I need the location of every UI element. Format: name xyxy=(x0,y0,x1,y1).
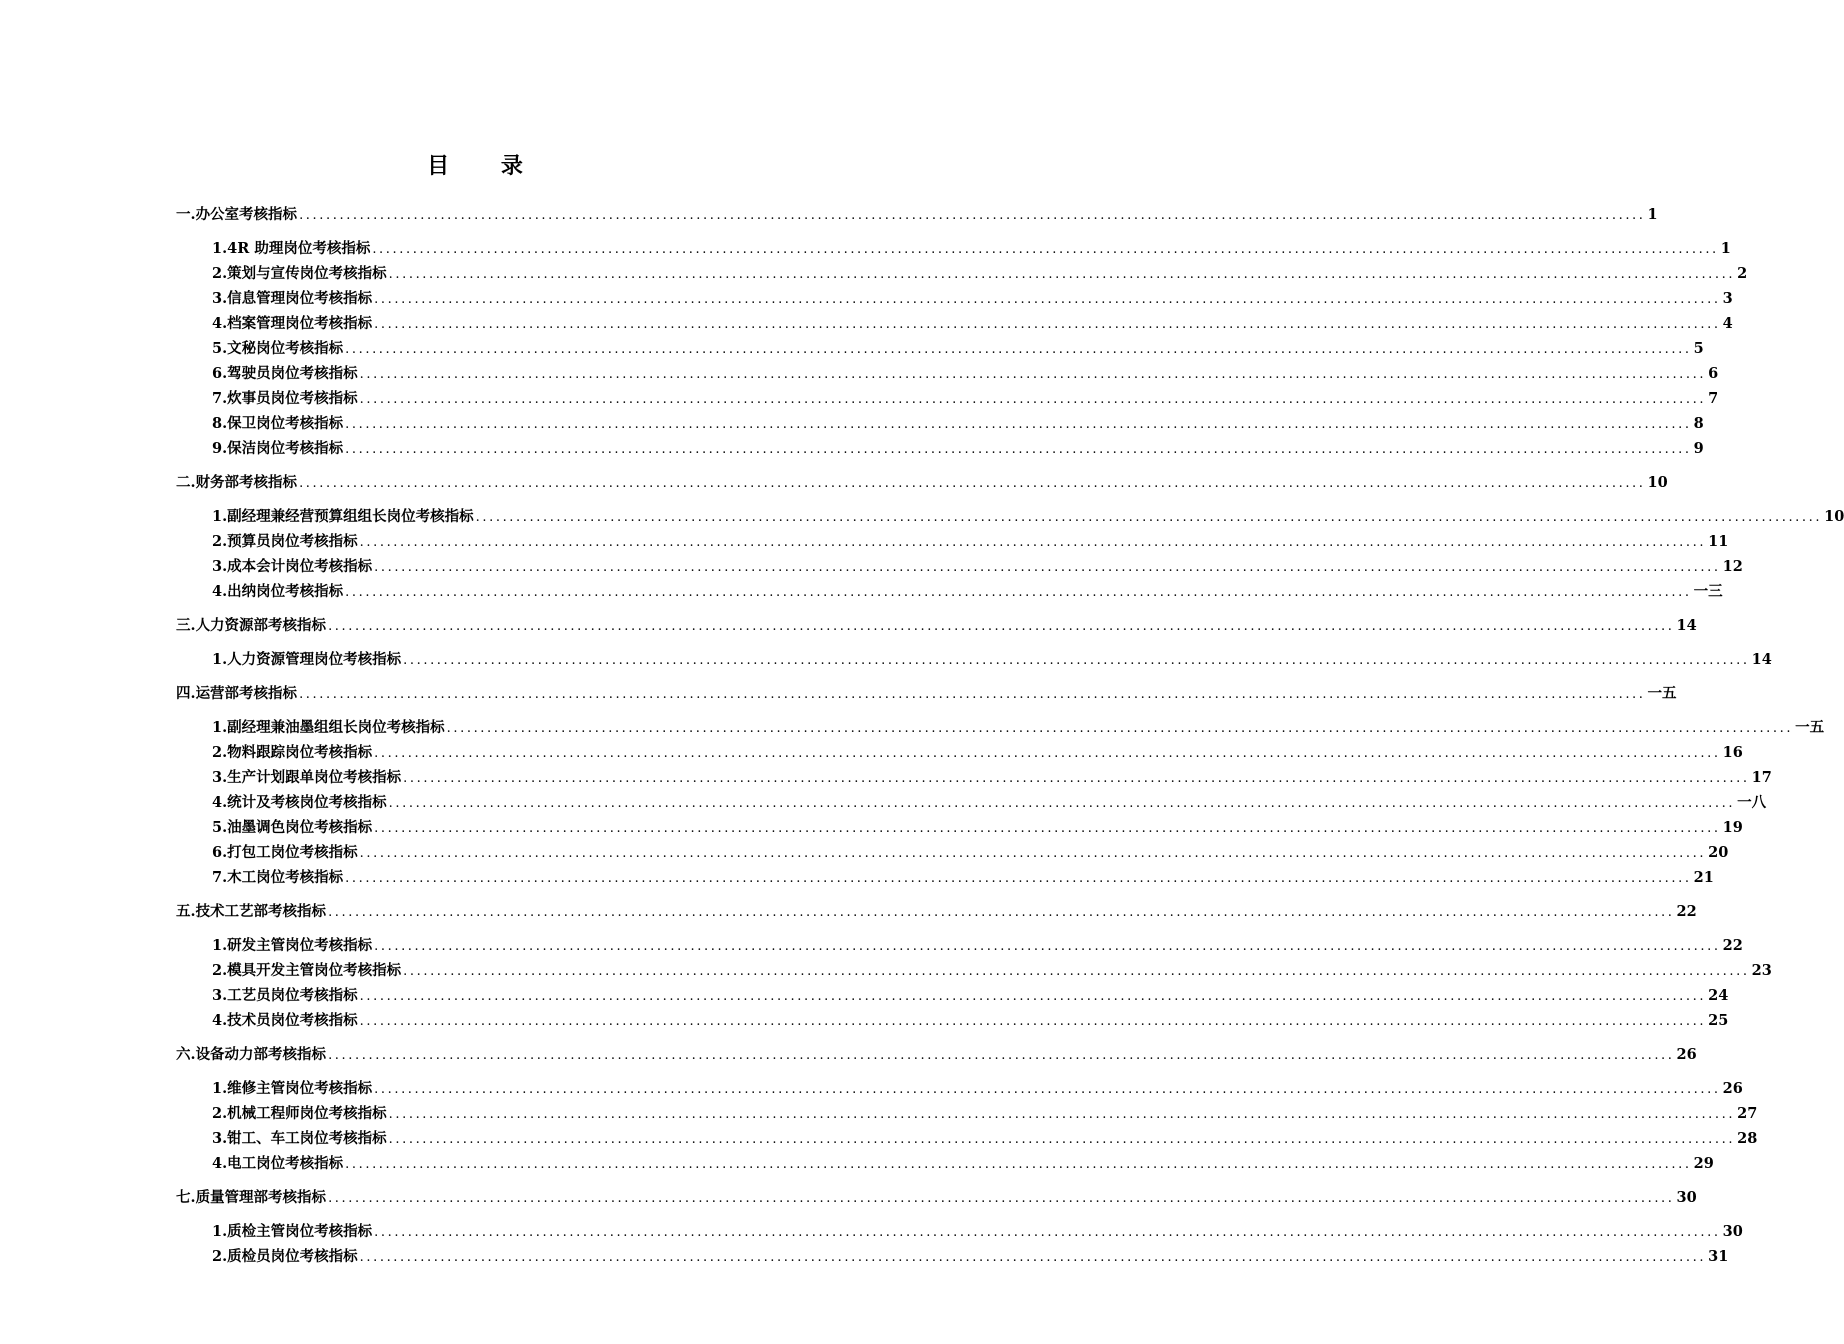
toc-entry-page-number: 11 xyxy=(1708,533,1729,550)
toc-entry-page-number: 2 xyxy=(1737,265,1748,282)
toc-entry-number: 6. xyxy=(212,365,228,382)
toc-entry-page-number: 22 xyxy=(1676,903,1697,920)
toc-entry-title: 木工岗位考核指标 xyxy=(227,869,344,886)
toc-entry-page-number: 29 xyxy=(1693,1155,1714,1172)
toc-subsection-entry[interactable] xyxy=(176,647,1772,672)
toc-entry-number: 1. xyxy=(212,508,228,525)
toc-entry-number: 5. xyxy=(212,340,228,357)
toc-entry-number: 五. xyxy=(176,903,196,920)
toc-entry-number: 4. xyxy=(212,794,228,811)
toc-subsection-entry[interactable] xyxy=(176,815,1743,840)
toc-entry-title: 人力资源管理岗位考核指标 xyxy=(227,651,402,668)
toc-entry-number: 3. xyxy=(212,558,228,575)
dot-leader: ........................................................................................................................................................................................................ xyxy=(388,796,1736,811)
toc-subsection-entry[interactable] xyxy=(176,1076,1743,1101)
toc-entry-number: 1. xyxy=(212,1223,228,1240)
toc-entry-page-number: 7 xyxy=(1708,390,1719,407)
toc-entry-page-number: 3 xyxy=(1722,290,1733,307)
toc-subsection-entry[interactable] xyxy=(176,933,1743,958)
toc-entry-number: 4. xyxy=(212,315,228,332)
toc-entry-page-number: 19 xyxy=(1722,819,1743,836)
toc-entry-page-number: 22 xyxy=(1722,937,1743,954)
toc-entry-title: 统计及考核岗位考核指标 xyxy=(227,794,387,811)
toc-entry-title: 质检主管岗位考核指标 xyxy=(227,1223,373,1240)
dot-leader: ........................................................................................................................................................................................................ xyxy=(345,585,1692,600)
dot-leader: ........................................................................................................................................................................................................ xyxy=(359,846,1707,861)
toc-entry-number: 一. xyxy=(176,206,196,223)
toc-entry-title: 出纳岗位考核指标 xyxy=(227,583,344,600)
toc-entry-page-number: 一八 xyxy=(1737,794,1767,811)
toc-entry-page-number: 1 xyxy=(1720,240,1731,257)
toc-entry-title: 档案管理岗位考核指标 xyxy=(227,315,373,332)
toc-section-entry[interactable] xyxy=(176,202,1658,227)
dot-leader: ........................................................................................................................................................................................................ xyxy=(475,510,1823,525)
toc-entry-number: 3. xyxy=(212,769,228,786)
toc-entry-number: 4. xyxy=(212,583,228,600)
toc-entry-number: 1. xyxy=(212,937,228,954)
dot-leader: ........................................................................................................................................................................................................ xyxy=(299,208,1646,223)
toc-entry-title: 维修主管岗位考核指标 xyxy=(227,1080,373,1097)
toc-entry-title: 技术工艺部考核指标 xyxy=(195,903,327,920)
toc-section-entry[interactable] xyxy=(176,899,1697,924)
toc-section-entry[interactable] xyxy=(176,470,1668,495)
toc-entry-page-number: 10 xyxy=(1647,474,1668,491)
toc-entry-title: 驾驶员岗位考核指标 xyxy=(227,365,358,382)
dot-leader: ........................................................................................................................................................................................................ xyxy=(359,392,1707,407)
toc-entry-title: 研发主管岗位考核指标 xyxy=(227,937,373,954)
toc-entry-title: 质检员岗位考核指标 xyxy=(227,1248,358,1265)
toc-entry-page-number: 6 xyxy=(1708,365,1719,382)
toc-entry-number: 2. xyxy=(212,1248,228,1265)
toc-entry-title: 电工岗位考核指标 xyxy=(227,1155,344,1172)
toc-entry-title: 设备动力部考核指标 xyxy=(195,1046,327,1063)
dot-leader: ........................................................................................................................................................................................................ xyxy=(345,342,1692,357)
dot-leader: ........................................................................................................................................................................................................ xyxy=(345,442,1692,457)
dot-leader: ........................................................................................................................................................................................................ xyxy=(359,989,1707,1004)
toc-entry-number: 6. xyxy=(212,844,228,861)
dot-leader: ........................................................................................................................................................................................................ xyxy=(328,619,1675,634)
toc-entry-page-number: 31 xyxy=(1708,1248,1729,1265)
toc-entry-title: 模具开发主管岗位考核指标 xyxy=(227,962,402,979)
toc-entry-page-number: 26 xyxy=(1722,1080,1743,1097)
toc-entry-title: 机械工程师岗位考核指标 xyxy=(227,1105,387,1122)
dot-leader: ........................................................................................................................................................................................................ xyxy=(403,653,1750,668)
toc-entry-number: 2. xyxy=(212,962,228,979)
toc-entry-page-number: 10 xyxy=(1824,508,1844,525)
toc-subsection-entry[interactable] xyxy=(176,1101,1758,1126)
toc-subsection-entry[interactable] xyxy=(176,765,1772,790)
toc-entry-page-number: 30 xyxy=(1722,1223,1743,1240)
dot-leader: ........................................................................................................................................................................................................ xyxy=(374,560,1721,575)
toc-entry-page-number: 24 xyxy=(1708,987,1729,1004)
toc-entry-number: 7. xyxy=(212,390,228,407)
toc-entry-page-number: 一五 xyxy=(1647,685,1677,702)
toc-entry-title: 文秘岗位考核指标 xyxy=(227,340,344,357)
toc-entry-title: 保卫岗位考核指标 xyxy=(227,415,344,432)
toc-entry-title: 人力资源部考核指标 xyxy=(195,617,327,634)
toc-entry-title: 技术员岗位考核指标 xyxy=(227,1012,358,1029)
dot-leader: ........................................................................................................................................................................................................ xyxy=(374,939,1721,954)
dot-leader: ........................................................................................................................................................................................................ xyxy=(345,871,1692,886)
toc-subsection-entry[interactable] xyxy=(176,361,1719,386)
toc-entry-page-number: 14 xyxy=(1676,617,1697,634)
toc-entry-number: 二. xyxy=(176,474,196,491)
toc-entry-title: 策划与宣传岗位考核指标 xyxy=(227,265,387,282)
toc-subsection-entry[interactable] xyxy=(176,336,1704,361)
toc-entry-number: 9. xyxy=(212,440,228,457)
toc-entry-title: 保洁岗位考核指标 xyxy=(227,440,344,457)
toc-entry-title: 副经理兼油墨组组长岗位考核指标 xyxy=(227,719,445,736)
dot-leader: ........................................................................................................................................................................................................ xyxy=(359,1250,1707,1265)
toc-entry-title: 4R 助理岗位考核指标 xyxy=(227,240,371,257)
toc-subsection-entry[interactable] xyxy=(176,261,1748,286)
toc-subsection-entry[interactable] xyxy=(176,958,1772,983)
toc-subsection-entry[interactable] xyxy=(176,504,1844,529)
dot-leader: ........................................................................................................................................................................................................ xyxy=(345,1157,1692,1172)
dot-leader: ........................................................................................................................................................................................................ xyxy=(328,1191,1675,1206)
dot-leader: ........................................................................................................................................................................................................ xyxy=(328,905,1675,920)
toc-entry-page-number: 一三 xyxy=(1693,583,1723,600)
toc-entry-page-number: 26 xyxy=(1676,1046,1697,1063)
toc-entry-page-number: 21 xyxy=(1693,869,1714,886)
toc-subsection-entry[interactable] xyxy=(176,311,1733,336)
toc-entry-number: 2. xyxy=(212,265,228,282)
toc-subsection-entry[interactable] xyxy=(176,715,1825,740)
dot-leader: ........................................................................................................................................................................................................ xyxy=(388,1107,1736,1122)
toc-entry-page-number: 25 xyxy=(1708,1012,1729,1029)
dot-leader: ........................................................................................................................................................................................................ xyxy=(374,317,1721,332)
toc-entry-title: 钳工、车工岗位考核指标 xyxy=(227,1130,387,1147)
toc-entry-page-number: 30 xyxy=(1676,1189,1697,1206)
toc-entry-page-number: 20 xyxy=(1708,844,1729,861)
table-of-contents xyxy=(176,202,1844,1269)
toc-entry-number: 1. xyxy=(212,1080,228,1097)
toc-entry-title: 工艺员岗位考核指标 xyxy=(227,987,358,1004)
dot-leader: ........................................................................................................................................................................................................ xyxy=(403,964,1750,979)
toc-entry-title: 炊事员岗位考核指标 xyxy=(227,390,358,407)
dot-leader: ........................................................................................................................................................................................................ xyxy=(374,1082,1721,1097)
toc-subsection-entry[interactable] xyxy=(176,865,1714,890)
toc-subsection-entry[interactable] xyxy=(176,579,1723,604)
toc-subsection-entry[interactable] xyxy=(176,286,1733,311)
dot-leader: ........................................................................................................................................................................................................ xyxy=(359,1014,1707,1029)
toc-entry-number: 5. xyxy=(212,819,228,836)
toc-entry-page-number: 23 xyxy=(1751,962,1772,979)
toc-subsection-entry[interactable] xyxy=(176,1151,1714,1176)
toc-entry-number: 7. xyxy=(212,869,228,886)
toc-entry-number: 4. xyxy=(212,1012,228,1029)
toc-entry-page-number: 1 xyxy=(1647,206,1658,223)
toc-entry-page-number: 27 xyxy=(1737,1105,1758,1122)
toc-entry-number: 3. xyxy=(212,987,228,1004)
toc-entry-title: 生产计划跟单岗位考核指标 xyxy=(227,769,402,786)
dot-leader: ........................................................................................................................................................................................................ xyxy=(372,242,1719,257)
dot-leader: ........................................................................................................................................................................................................ xyxy=(388,1132,1736,1147)
toc-entry-page-number: 4 xyxy=(1722,315,1733,332)
toc-entry-number: 六. xyxy=(176,1046,196,1063)
toc-section-entry[interactable] xyxy=(176,1042,1697,1067)
toc-subsection-entry[interactable] xyxy=(176,436,1704,461)
toc-subsection-entry[interactable] xyxy=(176,1126,1758,1151)
toc-entry-title: 成本会计岗位考核指标 xyxy=(227,558,373,575)
toc-subsection-entry[interactable] xyxy=(176,1219,1743,1244)
dot-leader: ........................................................................................................................................................................................................ xyxy=(374,1225,1721,1240)
toc-entry-page-number: 12 xyxy=(1722,558,1743,575)
toc-entry-page-number: 8 xyxy=(1693,415,1704,432)
toc-entry-number: 七. xyxy=(176,1189,196,1206)
toc-section-entry[interactable] xyxy=(176,613,1697,638)
dot-leader: ........................................................................................................................................................................................................ xyxy=(328,1048,1675,1063)
toc-entry-title: 油墨调色岗位考核指标 xyxy=(227,819,373,836)
dot-leader: ........................................................................................................................................................................................................ xyxy=(299,476,1646,491)
toc-entry-number: 1. xyxy=(212,240,228,257)
toc-entry-title: 打包工岗位考核指标 xyxy=(227,844,358,861)
toc-entry-page-number: 14 xyxy=(1751,651,1772,668)
toc-entry-page-number: 9 xyxy=(1693,440,1704,457)
dot-leader: ........................................................................................................................................................................................................ xyxy=(299,687,1646,702)
toc-entry-title: 质量管理部考核指标 xyxy=(195,1189,327,1206)
toc-subsection-entry[interactable] xyxy=(176,386,1719,411)
dot-leader: ........................................................................................................................................................................................................ xyxy=(374,292,1721,307)
toc-entry-number: 四. xyxy=(176,685,196,702)
toc-entry-title: 办公室考核指标 xyxy=(195,206,298,223)
toc-subsection-entry[interactable] xyxy=(176,983,1729,1008)
toc-subsection-entry[interactable] xyxy=(176,1008,1729,1033)
toc-entry-number: 2. xyxy=(212,1105,228,1122)
toc-subsection-entry[interactable] xyxy=(176,236,1731,261)
toc-entry-number: 2. xyxy=(212,744,228,761)
toc-subsection-entry[interactable] xyxy=(176,529,1729,554)
dot-leader: ........................................................................................................................................................................................................ xyxy=(446,721,1794,736)
toc-entry-page-number: 17 xyxy=(1751,769,1772,786)
toc-entry-number: 1. xyxy=(212,651,228,668)
dot-leader: ........................................................................................................................................................................................................ xyxy=(359,535,1707,550)
toc-entry-page-number: 一五 xyxy=(1795,719,1825,736)
toc-subsection-entry[interactable] xyxy=(176,411,1704,436)
toc-entry-title: 信息管理岗位考核指标 xyxy=(227,290,373,307)
toc-entry-title: 预算员岗位考核指标 xyxy=(227,533,358,550)
toc-entry-number: 2. xyxy=(212,533,228,550)
toc-entry-number: 8. xyxy=(212,415,228,432)
toc-entry-title: 副经理兼经营预算组组长岗位考核指标 xyxy=(227,508,474,525)
page-title: 目 录 xyxy=(427,153,545,179)
toc-entry-number: 1. xyxy=(212,719,228,736)
toc-entry-page-number: 16 xyxy=(1722,744,1743,761)
toc-entry-number: 3. xyxy=(212,290,228,307)
dot-leader: ........................................................................................................................................................................................................ xyxy=(374,746,1721,761)
dot-leader: ........................................................................................................................................................................................................ xyxy=(388,267,1736,282)
toc-subsection-entry[interactable] xyxy=(176,840,1729,865)
toc-subsection-entry[interactable] xyxy=(176,790,1767,815)
toc-entry-page-number: 28 xyxy=(1737,1130,1758,1147)
toc-entry-title: 运营部考核指标 xyxy=(195,685,298,702)
toc-entry-title: 财务部考核指标 xyxy=(195,474,298,491)
toc-subsection-entry[interactable] xyxy=(176,1244,1729,1269)
toc-subsection-entry[interactable] xyxy=(176,554,1743,579)
toc-entry-title: 物料跟踪岗位考核指标 xyxy=(227,744,373,761)
toc-entry-number: 三. xyxy=(176,617,196,634)
toc-entry-page-number: 5 xyxy=(1693,340,1704,357)
dot-leader: ........................................................................................................................................................................................................ xyxy=(359,367,1707,382)
toc-section-entry[interactable] xyxy=(176,1185,1697,1210)
dot-leader: ........................................................................................................................................................................................................ xyxy=(345,417,1692,432)
dot-leader: ........................................................................................................................................................................................................ xyxy=(403,771,1750,786)
toc-subsection-entry[interactable] xyxy=(176,740,1743,765)
toc-entry-number: 4. xyxy=(212,1155,228,1172)
toc-entry-number: 3. xyxy=(212,1130,228,1147)
dot-leader: ........................................................................................................................................................................................................ xyxy=(374,821,1721,836)
toc-section-entry[interactable] xyxy=(176,681,1677,706)
